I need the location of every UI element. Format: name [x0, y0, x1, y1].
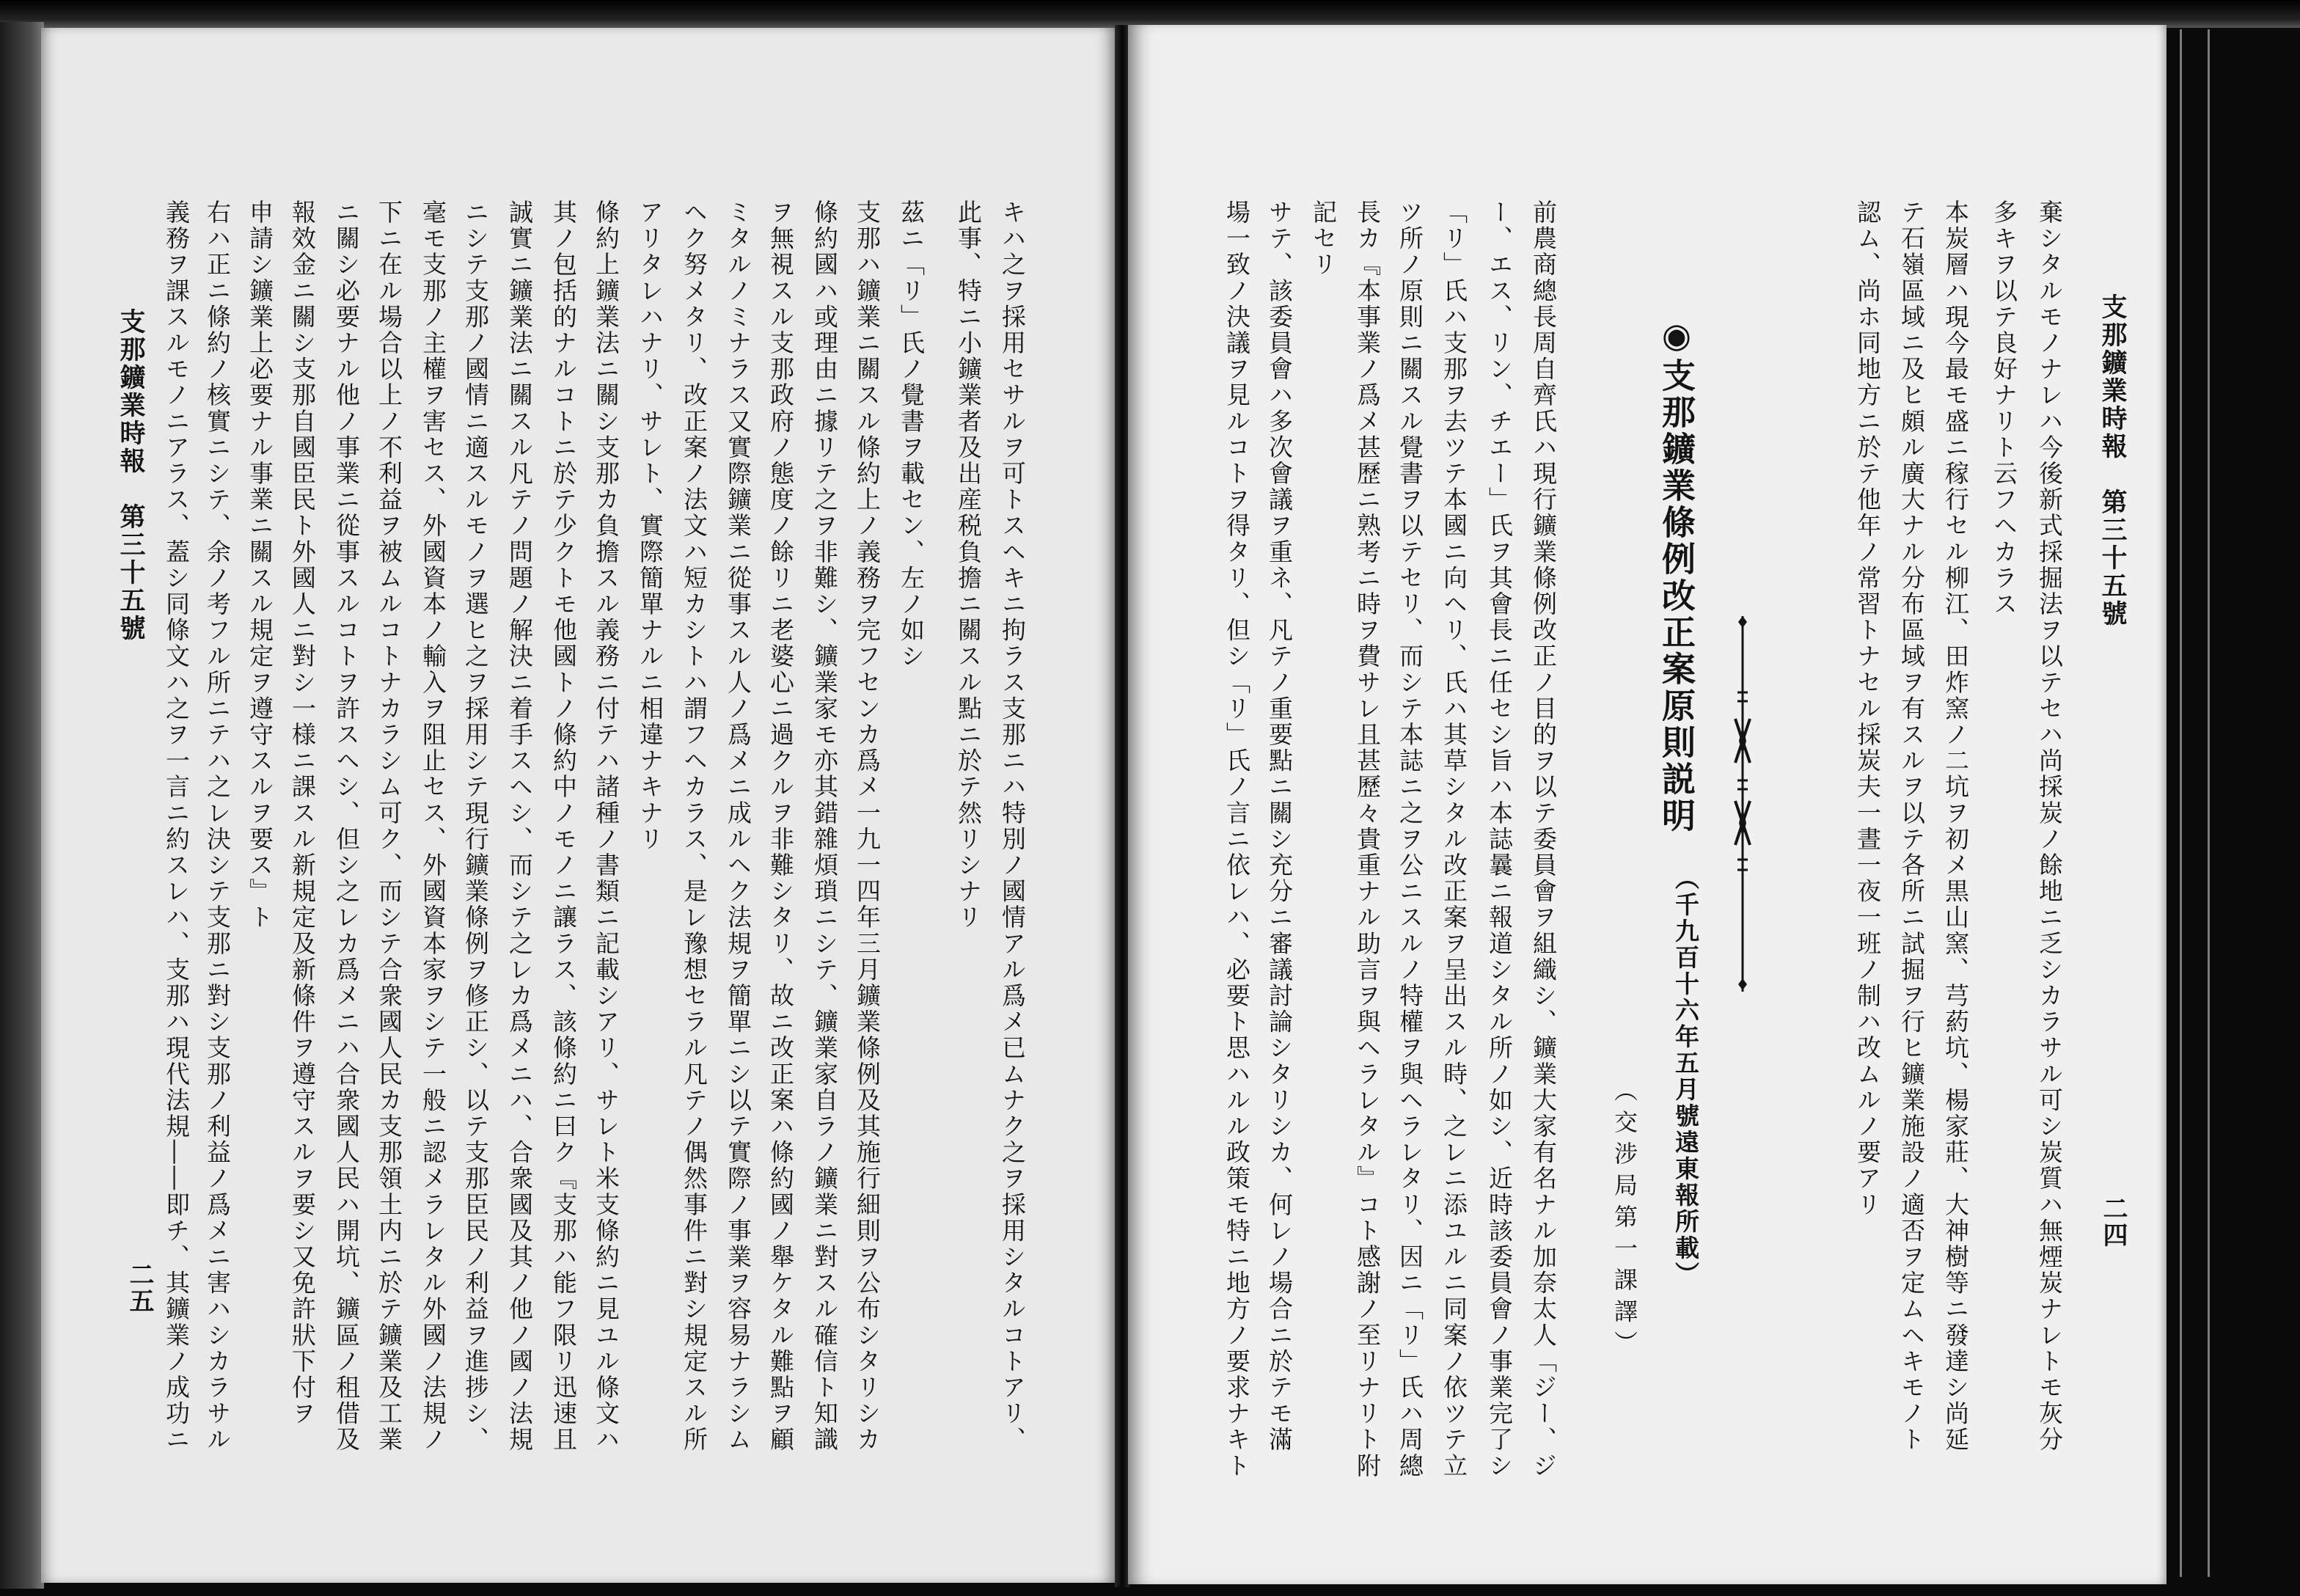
text-column: 義務ヲ課スルモノニアラス、蓋シ同條文ハ之ヲ一言ニ約スレハ、支那ハ現代法規――即チ、其鑛業ノ成功ニ: [162, 200, 191, 1453]
text-column: ミタルノミナラス又實際鑛業ニ從事スル人ノ爲メニ成ルヘク法規ヲ簡單ニシ以テ實際ノ事業ヲ容易ナラシム: [724, 200, 752, 1453]
right-page: [1128, 25, 2167, 1584]
text-column: 場一致ノ決議ヲ見ルコトヲ得タリ、但シ「リ」氏ノ言ニ依レハ、必要ト思ハルル政策モ特ニ地方ノ要求ナキト: [1223, 200, 1251, 1479]
text-column: アリタレハナリ、サレト、實際簡單ナルニ相違ナキナリ: [636, 200, 664, 852]
translator-credit: （交涉局第一課譯）: [1611, 1078, 1638, 1362]
scan-top-border: [0, 0, 2300, 28]
text-column: 認ム、尚ホ同地方ニ於テ他年ノ常習トナセル採炭夫一晝一夜一班ノ制ハ改ムルノ要アリ: [1853, 200, 1882, 1218]
text-column: 條約國ハ或理由ニ據リテ之ヲ非難シ、鑛業家モ亦其錯雜煩瑣ニシテ、鑛業家自ラノ鑛業ニ對スル確信ト知識: [810, 200, 839, 1453]
book-gutter: [1115, 25, 1129, 1587]
text-column: キハ之ヲ採用セサルヲ可トスヘキニ拘ラス支那ニハ特別ノ國情アル爲メ已ムナク之ヲ採用シタルコトアリ、: [998, 200, 1027, 1453]
text-column: ヲ無視スル支那政府ノ態度ノ餘リニ老婆心ニ過クルヲ非難シタリ、故ニ改正案ハ條約國ノ舉ケタル難點ヲ顧: [766, 200, 795, 1453]
text-column: 茲ニ「リ」氏ノ覺書ヲ載セン、左ノ如シ: [897, 200, 926, 670]
text-column: ニ關シ必要ナル他ノ事業ニ從事スルコトヲ許スヘシ、但シ之レカ爲メニハ合衆國人民ハ開坑、鑛區ノ租借及: [332, 200, 361, 1453]
text-column: 「リ」氏ハ支那ヲ去ツテ本國ニ向ヘリ、氏ハ其草シタル改正案ヲ呈出スル時、之レニ添ユルニ同案ノ依ツテ立: [1440, 200, 1468, 1479]
left-page: [41, 28, 1116, 1583]
page-stack-edge: [2180, 29, 2182, 1577]
page-number: 二四: [2098, 1196, 2128, 1248]
text-column: 誠實ニ鑛業法ニ關スル凡テノ問題ノ解決ニ着手スヘシ、而シテ之レカ爲メニハ、合衆國及其ノ他ノ國ノ法規: [505, 200, 534, 1453]
page-number: 二五: [125, 1262, 154, 1314]
text-column: 多キヲ以テ良好ナリト云フヘカラス: [1990, 200, 2018, 618]
text-column: 支那ハ鑛業ニ關スル條約上ノ義務ヲ完フセンカ爲メ一九一四年三月鑛業條例及其施行細則ヲ公布シタリシカ: [853, 200, 882, 1453]
text-column: ー、エス、リン、チエー」氏ヲ其會長ニ任セシ旨ハ本誌曩ニ報道シタル所ノ如シ、近時該委員會ノ事業完了シ: [1485, 200, 1514, 1479]
text-column: ヘク努メタリ、改正案ノ法文ハ短カシトハ謂フヘカラス、是レ豫想セラル凡テノ偶然事件ニ對シ規定スル所: [680, 200, 708, 1453]
text-column: ツ所ノ原則ニ關スル覺書ヲ以テセリ、而シテ本誌ニ之ヲ公ニスルノ特權ヲ與ヘラレタリ、因ニ「リ」氏ハ周總: [1396, 200, 1424, 1479]
text-column: ニシテ支那ノ國情ニ適スルモノヲ選ヒ之ヲ採用シテ現行鑛業條例ヲ修正シ、以テ支那臣民ノ利益ヲ進捗シ、: [461, 200, 490, 1453]
text-column: 其ノ包括的ナルコトニ於テ少クトモ他國トノ條約中ノモノニ讓ラス、該條約ニ曰ク『支那ハ能フ限リ迅速且: [549, 200, 578, 1453]
running-head: 支那鑛業時報 第三十五號: [2098, 293, 2128, 628]
text-column: 下ニ在ル場合以上ノ不利益ヲ被ムルコトナカラシム可ク、而シテ合衆國人民カ支那領土内ニ於テ鑛業及工業: [375, 200, 403, 1453]
text-column: 本炭層ハ現今最モ盛ニ稼行セル柳江、田炸窯ノ二坑ヲ初メ黒山窯、芎葯坑、楊家莊、大神樹等ニ發達シ尚延: [1941, 200, 1970, 1453]
ornamental-divider-icon: [1728, 616, 1757, 992]
text-column: 記セリ: [1309, 200, 1338, 278]
running-head: 支那鑛業時報 第三十五號: [116, 308, 146, 643]
scan-left-border: [0, 22, 44, 1589]
text-column: 右ハ正ニ條約ノ核實ニシテ、余ノ考フル所ニテハ之レ決シテ支那ニ對シ支那ノ利益ノ爲メニ害ハシカラサル: [203, 200, 232, 1453]
text-column: テ石嶺區域ニ及ヒ頗ル廣大ナル分布區域ヲ有スルヲ以テ各所ニ試掘ヲ行ヒ鑛業施設ノ適否ヲ定ムヘキモノト: [1897, 200, 1926, 1453]
text-column: 申請シ鑛業上必要ナル事業ニ關スル規定ヲ遵守スルヲ要ス』ト: [246, 200, 274, 931]
text-column: 報效金ニ關シ支那自國臣民ト外國人ニ對シ一様ニ課スル新規定及新條件ヲ遵守スルヲ要シ又免許狀下付ヲ: [288, 200, 317, 1427]
text-column: 長カ『本事業ノ爲メ甚歷ニ熟考ニ時ヲ費サレ且甚歷々貴重ナル助言ヲ與ヘラレタル』コト感謝ノ至リナリト附: [1353, 200, 1382, 1479]
page-stack-edge: [2208, 29, 2210, 1577]
source-note: （千九百十六年五月號遠東報所載）: [1671, 865, 1700, 1288]
article-title: ◉支那鑛業條例改正案原則説明: [1657, 315, 1696, 835]
text-column: 條約上鑛業法ニ關シ支那カ負擔スル義務ニ付テハ諸種ノ書類ニ記載シアリ、サレト米支條約ニ見ユル條文ハ: [592, 200, 620, 1453]
text-column: 棄シタルモノナレハ今後新式採掘法ヲ以テセハ尚採炭ノ餘地ニ乏シカラサル可シ炭質ハ無煙炭ナレトモ灰分: [2035, 200, 2064, 1453]
text-column: 毫モ支那ノ主權ヲ害セス、外國資本ノ輸入ヲ阻止セス、外國資本家ヲシテ一般ニ認メラレタル外國ノ法規ノ: [419, 200, 447, 1453]
text-column: 前農商總長周自齊氏ハ現行鑛業條例改正ノ目的ヲ以テ委員會ヲ組織シ、鑛業大家有名ナル加奈太人「ジー、ジ: [1529, 200, 1558, 1479]
text-column: サテ、該委員會ハ多次會議ヲ重ネ、凡テノ重要點ニ關シ充分ニ審議討論シタリシカ、何レノ場合ニ於テモ滿: [1265, 200, 1294, 1453]
text-column: 此事、特ニ小鑛業者及出産税負擔ニ關スル點ニ於テ然リシナリ: [954, 200, 983, 931]
